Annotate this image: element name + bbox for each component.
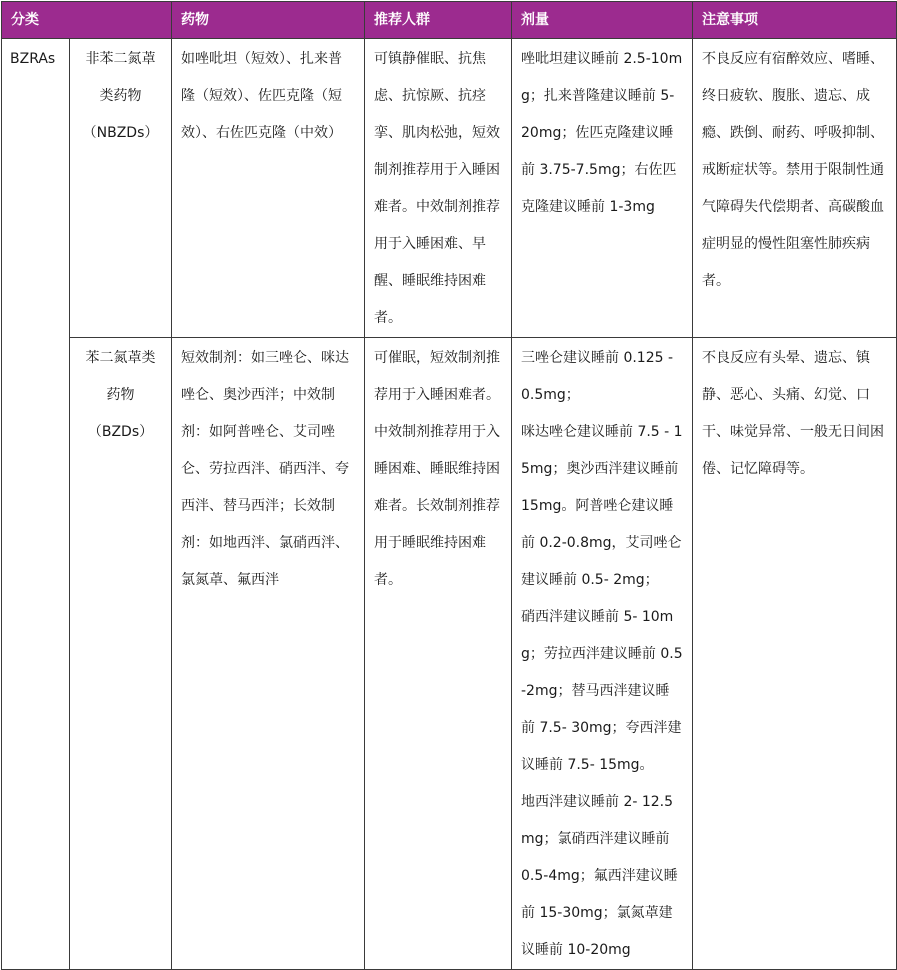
population-cell: 可催眠，短效制剂推荐用于入睡困难者。中效制剂推荐用于入睡困难、睡眠维持困难者。长效制剂推荐用于睡眠维持困难者。 — [365, 338, 512, 970]
header-category: 分类 — [2, 2, 172, 39]
subcategory-name: 苯二氮䓬类药物 — [85, 350, 156, 403]
notes-cell: 不良反应有宿醉效应、嗜睡、终日疲软、腹胀、遗忘、成瘾、跌倒、耐药、呼吸抑制、戒断症状等。禁用于限制性通气障碍失代偿期者、高碳酸血症明显的慢性阻塞性肺疾病者。 — [693, 39, 897, 338]
table-row — [2, 338, 897, 970]
notes-cell: 不良反应有头晕、遗忘、镇静、恶心、头痛、幻觉、口干、味觉异常、一般无日间困倦、记忆障碍等。 — [693, 338, 897, 970]
dosage-cell — [512, 338, 693, 970]
subcategory-abbr: （BZDs） — [87, 424, 154, 440]
dosage-line: 唑吡坦建议睡前 2.5-10mg；扎来普隆建议睡前 5- 20mg；佐匹克隆建议睡前 3.75-7.5mg；右佐匹克隆建议睡前 1-3mg — [521, 51, 683, 215]
dosage-line: 咪达唑仑建议睡前 7.5 - 15mg；奥沙西泮建议睡前 15mg。阿普唑仑建议睡前 0.2-0.8mg，艾司唑仑建议睡前 0.5- 2mg； — [521, 424, 683, 588]
dosage-line: 地西泮建议睡前 2- 12.5mg；氯硝西泮建议睡前 0.5-4mg；氟西泮建议睡前 15-30mg；氯氮䓬建议睡前 10-20mg — [521, 794, 678, 958]
dosage-cell — [512, 39, 693, 338]
category-cell: BZRAs — [2, 39, 70, 970]
population-cell: 可镇静催眠、抗焦虑、抗惊厥、抗痉挛、肌肉松弛，短效制剂推荐用于入睡困难者。中效制剂推荐用于入睡困难、早醒、睡眠维持困难者。 — [365, 39, 512, 338]
subcategory-cell — [70, 338, 172, 970]
dosage-line: 硝西泮建议睡前 5- 10mg；劳拉西泮建议睡前 0.5-2mg；替马西泮建议睡前 7.5- 30mg；夸西泮建议睡前 7.5- 15mg。 — [521, 609, 683, 773]
drugs-cell: 如唑吡坦（短效）、扎来普隆（短效）、佐匹克隆（短效）、右佐匹克隆（中效） — [172, 39, 365, 338]
header-population: 推荐人群 — [365, 2, 512, 39]
header-drugs: 药物 — [172, 2, 365, 39]
table-row — [2, 39, 897, 338]
drugs-cell: 短效制剂：如三唑仑、咪达唑仑、奥沙西泮；中效制剂：如阿普唑仑、艾司唑仑、劳拉西泮、硝西泮、夸西泮、替马西泮；长效制剂：如地西泮、氯硝西泮、氯氮䓬、氟西泮 — [172, 338, 365, 970]
subcategory-name: 非苯二氮䓬类药物 — [85, 51, 156, 104]
subcategory-abbr: （NBZDs） — [82, 125, 159, 141]
header-notes: 注意事项 — [693, 2, 897, 39]
dosage-line: 三唑仑建议睡前 0.125 - 0.5mg； — [521, 350, 674, 403]
drug-table — [1, 1, 897, 970]
subcategory-cell — [70, 39, 172, 338]
header-dosage: 剂量 — [512, 2, 693, 39]
header-row — [2, 2, 897, 39]
